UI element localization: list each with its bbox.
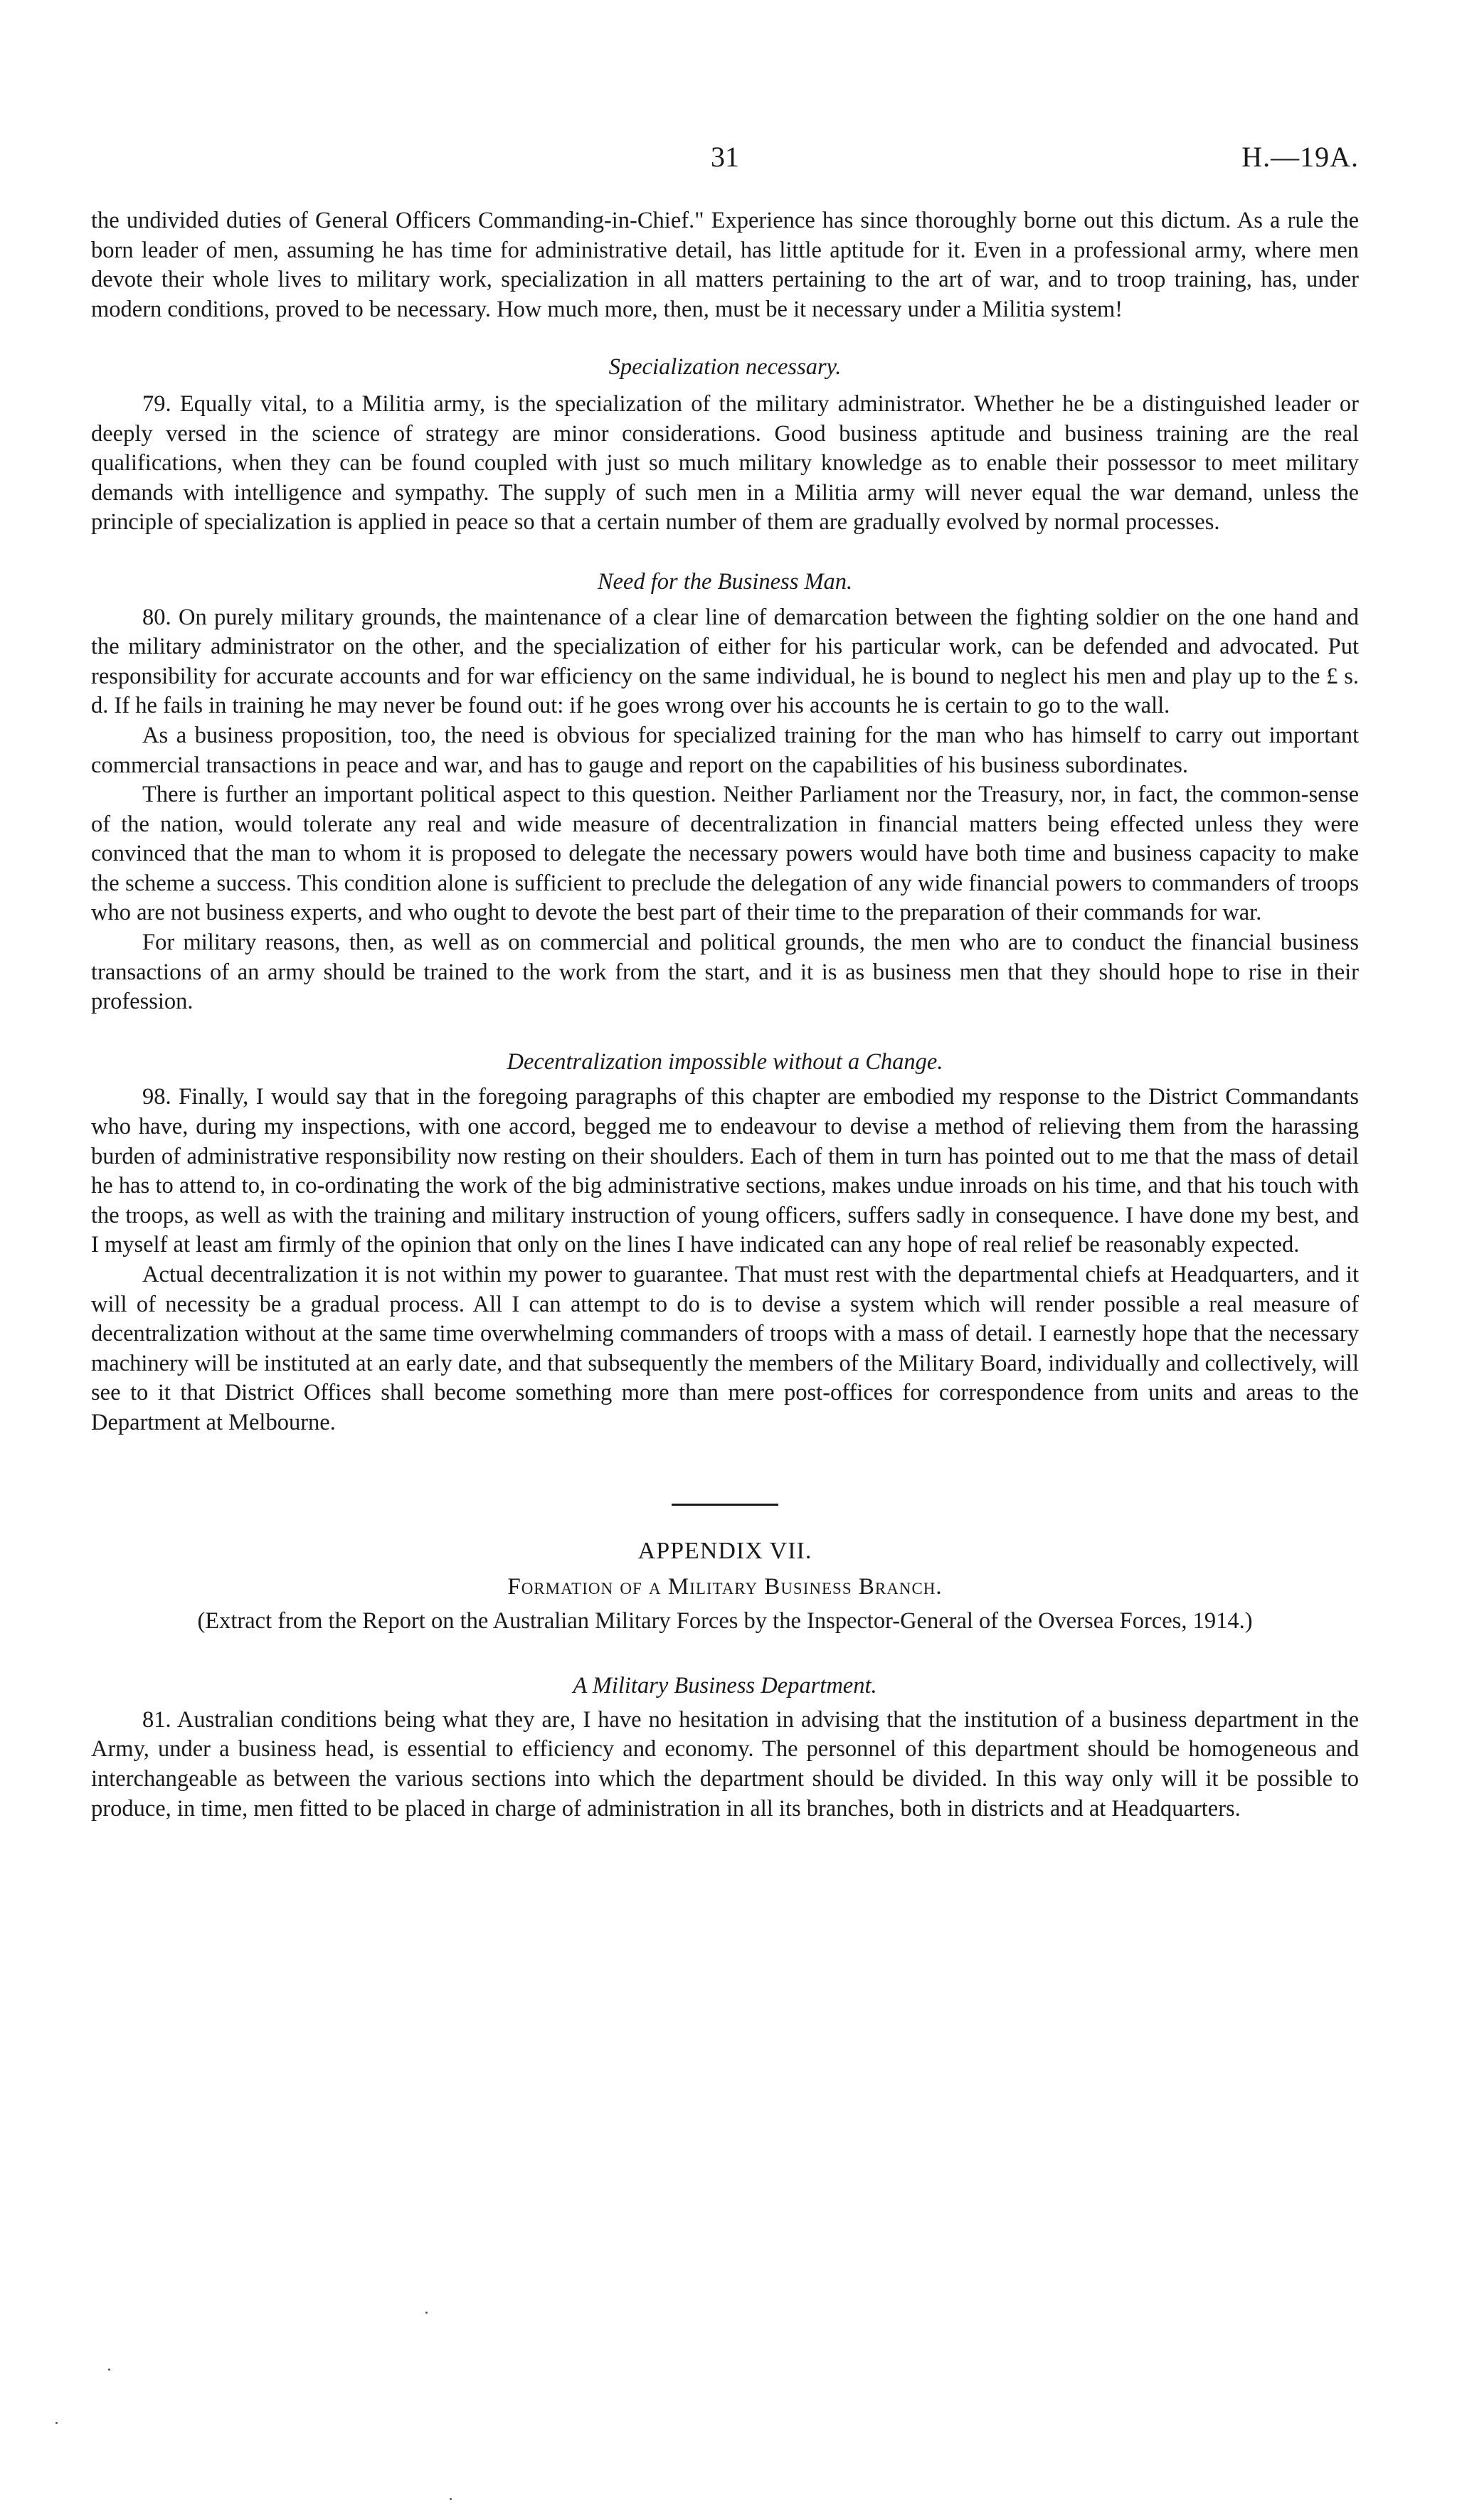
section-divider — [672, 1504, 778, 1506]
appendix-title: APPENDIX VII. — [637, 1537, 812, 1564]
document-reference: H.—19A. — [1241, 141, 1359, 173]
paragraph-continued: the undivided duties of General Officers Commanding-in-Chief." Experience has since thoroughly borne out this dictum. As a rule the born leader of men, assuming he has time for administrative detail, has little aptitude for it. Even in a professional army, where men devote their whole lives to military work, specialization in all matters pertaining to the art of war, and to troop training, has, under modern conditions, proved to be necessary. How much more, then, must be it necessary under a Militia system! — [91, 208, 1359, 322]
section-heading-specialization: Specialization necessary. — [608, 354, 842, 381]
paragraph-79: 79. Equally vital, to a Militia army, is the specialization of the military administrator. Whether he be a distinguished leader or deeply versed in the science of strategy are minor considerations. Good business aptitude and business training are the real qualifications, when they can be found coupled with just so much military knowledge as to enable their possessor to meet military demands with intelligence and sympathy. The supply of such men in a Militia army will never equal the war demand, unless the principle of specialization is applied in peace so that a certain number of them are gradually evolved by normal processes. — [91, 390, 1359, 536]
paragraph-80-conclusion: For military reasons, then, as well as on commercial and political grounds, the men who are to conduct the financial business transactions of an army should be trained to the work from the start, and it is as business men that they should hope to rise in their profession. — [91, 930, 1359, 1015]
paper-speck — [55, 2422, 58, 2424]
paper-speck — [425, 2312, 428, 2314]
page-body — [91, 206, 1359, 1824]
appendix-subtitle: Formation of a Military Business Branch. — [507, 1573, 943, 1600]
paragraph-81: 81. Australian conditions being what they are, I have no hesitation in advising that the institution of a business department in the Army, under a business head, is essential to efficiency and economy. The personnel of this department should be homogeneous and interchangeable as between the various sections into which the department should be divided. In this way only will it be possible to produce, in time, men fitted to be placed in charge of administration in all its branches, both in districts and at Headquarters. — [91, 1706, 1359, 1822]
section-heading-decentralization: Decentralization impossible without a Change. — [507, 1048, 943, 1075]
appendix-source-note: (Extract from the Report on the Australian Military Forces by the Inspector-General of the Oversea Forces, 1914.) — [197, 1607, 1253, 1634]
section-heading-business-department: A Military Business Department. — [573, 1673, 877, 1699]
page-number: 31 — [711, 141, 739, 173]
paragraph-98: 98. Finally, I would say that in the foregoing paragraphs of this chapter are embodied my response to the District Commandants who have, during my inspections, with one accord, begged me to endeavour to devise a method of relieving them from the harassing burden of administrative responsibility now resting on their shoulders. Each of them in turn has pointed out to me that the mass of detail he has to attend to, in co-ordinating the work of the big administrative sections, makes undue inroads on his time, and that his touch with the troops, as well as with the training and military instruction of young officers, suffers sadly in consequence. I have done my best, and I myself at least am firmly of the opinion that only on the lines I have indicated can any hope of real relief be reasonably expected. — [91, 1084, 1359, 1258]
paragraph-80-business: As a business proposition, too, the need is obvious for specialized training for the man who has himself to carry out important commercial transactions in peace and war, and has to gauge and report on the capabilities of his business subordinates. — [91, 722, 1359, 778]
section-heading-business-man: Need for the Business Man. — [597, 568, 853, 595]
paragraph-80-political: There is further an important political aspect to this question. Neither Parliament nor the Treasury, nor, in fact, the common-sense of the nation, would tolerate any real and wide measure of decentralization in financial matters being effected unless they were convinced that the man to whom it is proposed to delegate the necessary powers would have both time and business capacity to make the scheme a success. This condition alone is sufficient to preclude the delegation of any wide financial powers to commanders of troops who are not business experts, and who ought to devote the best part of their time to the preparation of their commands for war. — [91, 782, 1359, 926]
paragraph-80: 80. On purely military grounds, the maintenance of a clear line of demarcation between the fighting soldier on the one hand and the military administrator on the other, and the specialization of either for his particular work, can be defended and advocated. Put responsibility for accurate accounts and for war efficiency on the same individual, he is bound to neglect his men and play up to the £ s. d. If he fails in training he may never be found out: if he goes wrong over his accounts he is certain to go to the wall. — [91, 604, 1359, 719]
paper-speck — [108, 2369, 110, 2371]
paragraph-98-decentralization: Actual decentralization it is not within my power to guarantee. That must rest with the departmental chiefs at Headquarters, and it will of necessity be a gradual process. All I can attempt to do is to devise a system which will render possible a real measure of decentralization without at the same time overwhelming commanders of troops with a mass of detail. I earnestly hope that the necessary machinery will be instituted at an early date, and that subsequently the members of the Military Board, individually and collectively, will see to it that District Offices shall become something more than mere post-offices for correspondence from units and areas to the Department at Melbourne. — [91, 1262, 1359, 1435]
page-header — [91, 139, 1359, 175]
paper-speck — [450, 2498, 452, 2500]
